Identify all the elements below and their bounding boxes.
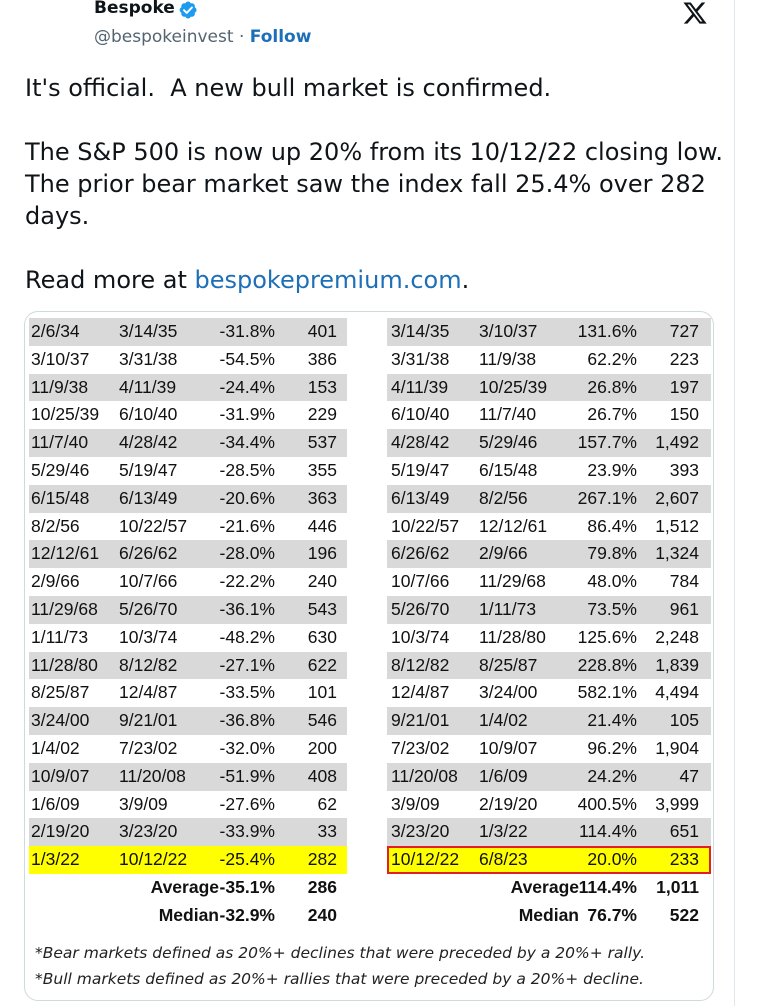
bear-market-row — [29, 318, 347, 346]
read-more-prefix: Read more at — [25, 266, 195, 294]
bear-cell-end: 8/12/82 — [119, 654, 178, 675]
bear-cell-start: 1/6/09 — [31, 793, 80, 814]
bear-cell-end: 6/26/62 — [119, 543, 178, 564]
bear-cell-start: 1/3/22 — [31, 849, 80, 870]
bull-cell-change: 86.4% — [587, 515, 637, 536]
bear-cell-start: 2/9/66 — [31, 571, 80, 592]
bull-cell-end: 8/2/56 — [479, 487, 528, 508]
bear-market-row — [29, 791, 347, 819]
bear-cell-days: 240 — [307, 571, 337, 592]
bull-median-label: Median — [518, 904, 579, 925]
bear-cell-end: 10/3/74 — [119, 626, 178, 647]
bull-market-row — [387, 763, 711, 791]
bull-cell-change: 582.1% — [577, 682, 637, 703]
bear-cell-end: 12/4/87 — [119, 682, 178, 703]
bull-cell-change: 125.6% — [577, 626, 637, 647]
bear-cell-change: -20.6% — [219, 487, 275, 508]
bull-cell-change: 157.7% — [577, 432, 637, 453]
bear-average-label: Average — [150, 876, 219, 897]
bull-cell-days: 784 — [669, 571, 699, 592]
bull-cell-start: 4/11/39 — [391, 376, 449, 397]
bull-cell-end: 6/15/48 — [479, 459, 538, 480]
bull-cell-change: 23.9% — [587, 459, 637, 480]
bear-cell-change: -34.4% — [219, 432, 275, 453]
bull-cell-start: 11/20/08 — [391, 765, 458, 786]
bear-cell-end: 11/20/08 — [119, 765, 186, 786]
bear-cell-start: 11/29/68 — [31, 598, 98, 619]
bear-cell-days: 546 — [307, 710, 337, 731]
bear-cell-start: 11/9/38 — [31, 376, 89, 397]
bull-cell-start: 10/22/57 — [391, 515, 460, 536]
bull-cell-start: 3/14/35 — [391, 321, 450, 341]
bear-median-days: 240 — [307, 904, 337, 925]
bull-cell-days: 4,494 — [655, 682, 699, 703]
bull-cell-change: 26.7% — [587, 404, 637, 425]
handle-separator: · — [233, 27, 250, 47]
bear-market-row — [29, 457, 347, 485]
bear-cell-start: 8/2/56 — [31, 515, 80, 536]
bear-cell-start: 6/15/48 — [31, 487, 90, 508]
bull-market-row — [387, 485, 711, 513]
bear-market-row — [29, 735, 347, 763]
bear-cell-change: -36.1% — [219, 598, 275, 619]
bull-cell-change: 21.4% — [587, 710, 637, 731]
bear-cell-start: 1/4/02 — [31, 737, 80, 758]
bull-market-row — [387, 791, 711, 819]
bull-cell-end: 12/12/61 — [479, 515, 548, 536]
bull-market-row — [387, 818, 711, 846]
bull-cell-days: 223 — [669, 348, 699, 369]
bull-cell-start: 3/23/20 — [391, 821, 450, 842]
tweet-line-2: The S&P 500 is now up 20% from its 10/12/22 closing low. The prior bear market saw the index fall 25.4% over 282 days. — [25, 138, 731, 230]
bull-market-row — [387, 568, 711, 596]
bull-median-change: 76.7% — [587, 904, 637, 925]
bear-market-row — [29, 624, 347, 652]
author-handle[interactable]: @bespokeinvest — [94, 27, 234, 47]
bull-market-row — [387, 652, 711, 680]
cropped-row-remnant — [29, 311, 347, 318]
bear-cell-start: 12/12/61 — [31, 543, 100, 564]
bear-cell-days: 630 — [307, 626, 337, 647]
bull-cell-end: 10/25/39 — [479, 376, 548, 397]
bear-cell-start: 2/19/20 — [31, 821, 90, 842]
bear-cell-end: 4/11/39 — [119, 376, 177, 397]
bull-cell-end: 11/7/40 — [479, 404, 537, 425]
bear-market-row — [29, 429, 347, 457]
bull-cell-days: 233 — [669, 849, 699, 870]
bear-cell-change: -28.5% — [219, 459, 275, 480]
bear-cell-start: 5/29/46 — [31, 459, 90, 480]
bear-cell-days: 355 — [307, 459, 337, 480]
bear-cell-change: -32.0% — [219, 737, 275, 758]
bull-cell-start: 7/23/02 — [391, 737, 450, 758]
bear-average-days: 286 — [307, 876, 337, 897]
bear-market-row — [29, 374, 347, 402]
bear-cell-days: 537 — [307, 432, 337, 453]
bull-cell-end: 5/29/46 — [479, 432, 538, 453]
bear-market-row — [29, 401, 347, 429]
bull-cell-start: 6/10/40 — [391, 404, 450, 425]
bull-cell-start: 3/31/38 — [391, 348, 450, 369]
read-more-suffix: . — [461, 266, 470, 294]
bear-cell-start: 8/25/87 — [31, 682, 90, 703]
bear-cell-end: 10/12/22 — [119, 849, 188, 870]
bear-cell-change: -27.1% — [219, 654, 275, 675]
bear-cell-change: -48.2% — [219, 626, 275, 647]
bear-cell-end: 3/31/38 — [119, 348, 178, 369]
bull-market-row — [387, 596, 711, 624]
bull-cell-end: 1/6/09 — [479, 765, 528, 786]
bear-cell-change: -27.6% — [219, 793, 275, 814]
bull-market-row — [387, 374, 711, 402]
bear-average-row — [29, 874, 347, 902]
bull-market-row — [387, 346, 711, 374]
bear-market-row — [29, 679, 347, 707]
bear-cell-end: 6/10/40 — [119, 404, 178, 425]
bull-cell-end: 11/28/80 — [479, 626, 546, 647]
bull-cell-days: 2,607 — [655, 487, 699, 508]
follow-button[interactable]: Follow — [249, 27, 312, 47]
bear-cell-change: -51.9% — [219, 765, 275, 786]
bull-market-row — [387, 735, 711, 763]
bespoke-link[interactable]: bespokepremium.com — [194, 266, 462, 294]
bull-cell-start: 5/19/47 — [391, 459, 450, 480]
bull-cell-days: 651 — [669, 821, 699, 842]
bear-market-row — [29, 596, 347, 624]
table-image[interactable] — [24, 311, 714, 1001]
bull-cell-end: 1/11/73 — [479, 598, 537, 619]
bear-market-row — [29, 346, 347, 374]
bear-cell-days: 101 — [307, 682, 337, 703]
bull-cell-end: 1/3/22 — [479, 821, 528, 842]
bear-cell-change: -31.8% — [219, 321, 275, 341]
bull-average-row — [387, 874, 711, 902]
bull-market-row — [387, 679, 711, 707]
bear-cell-days: 153 — [307, 376, 337, 397]
bull-cell-change: 48.0% — [587, 571, 637, 592]
bear-cell-days: 446 — [307, 515, 337, 536]
bull-market-row — [387, 513, 711, 541]
bear-cell-change: -31.9% — [219, 404, 275, 425]
bull-market-row — [387, 457, 711, 485]
bear-average-change: -35.1% — [219, 876, 275, 897]
bull-cell-change: 62.2% — [587, 348, 637, 369]
bull-cell-start: 6/13/49 — [391, 487, 450, 508]
bear-cell-days: 408 — [307, 765, 337, 786]
bear-cell-start: 3/10/37 — [31, 348, 90, 369]
bull-cell-change: 267.1% — [577, 487, 637, 508]
bull-cell-days: 3,999 — [655, 793, 699, 814]
bull-cell-start: 5/26/70 — [391, 598, 450, 619]
bull-market-row — [387, 540, 711, 568]
tweet-read-more — [25, 264, 725, 296]
bear-cell-days: 386 — [307, 348, 337, 369]
bear-cell-end: 6/13/49 — [119, 487, 178, 508]
bear-cell-days: 229 — [307, 404, 337, 425]
author-handle-line — [94, 27, 311, 47]
bull-cell-days: 47 — [679, 765, 699, 786]
bear-cell-days: 282 — [307, 849, 337, 870]
bull-cell-start: 6/26/62 — [391, 543, 450, 564]
table-footnotes — [35, 940, 645, 992]
bull-cell-days: 1,904 — [655, 737, 699, 758]
bear-cell-end: 3/23/20 — [119, 821, 178, 842]
bear-cell-change: -21.6% — [219, 515, 275, 536]
bear-cell-days: 200 — [307, 737, 337, 758]
bull-cell-end: 10/9/07 — [479, 737, 538, 758]
bull-cell-change: 79.8% — [587, 543, 637, 564]
bear-market-row — [29, 568, 347, 596]
bull-cell-end: 6/8/23 — [479, 849, 528, 870]
bull-cell-days: 1,492 — [655, 432, 699, 453]
bear-cell-change: -36.8% — [219, 710, 275, 731]
bear-median-change: -32.9% — [219, 904, 275, 925]
bear-cell-days: 622 — [307, 654, 337, 675]
tweet-line-1: It's official. A new bull market is confirmed. — [25, 74, 552, 102]
bull-cell-change: 73.5% — [587, 598, 637, 619]
bear-cell-days: 363 — [307, 487, 337, 508]
bear-cell-days: 33 — [317, 821, 337, 842]
bull-cell-change: 228.8% — [577, 654, 637, 675]
author-name[interactable]: Bespoke — [94, 0, 175, 18]
bull-cell-start: 9/21/01 — [391, 710, 450, 731]
bear-cell-change: -25.4% — [219, 849, 275, 870]
bear-cell-end: 10/7/66 — [119, 571, 178, 592]
bull-cell-start: 4/28/42 — [391, 432, 450, 453]
bull-cell-start: 12/4/87 — [391, 682, 450, 703]
footnote-bear: *Bear markets defined as 20%+ declines that were preceded by a 20%+ rally. — [35, 944, 646, 962]
bull-cell-change: 20.0% — [587, 849, 637, 870]
bear-cell-start: 11/7/40 — [31, 432, 89, 453]
bear-cell-change: -22.2% — [219, 571, 275, 592]
bull-cell-days: 2,248 — [655, 626, 699, 647]
bull-cell-change: 24.2% — [587, 765, 637, 786]
bull-median-days: 522 — [669, 904, 699, 925]
footnote-bull: *Bull markets defined as 20%+ rallies that were preceded by a 20%+ decline. — [35, 970, 644, 988]
bear-market-table — [29, 318, 347, 930]
bull-cell-end: 8/25/87 — [479, 654, 538, 675]
bull-market-table — [387, 318, 711, 930]
tweet-text — [25, 72, 731, 296]
bear-market-row — [29, 818, 347, 846]
bull-cell-change: 400.5% — [577, 793, 637, 814]
bull-cell-end: 1/4/02 — [479, 710, 528, 731]
bear-median-row — [29, 902, 347, 930]
bull-cell-end: 11/9/38 — [479, 348, 537, 369]
bear-cell-change: -54.5% — [219, 348, 275, 369]
bull-cell-days: 197 — [669, 376, 699, 397]
bull-cell-days: 1,512 — [655, 515, 699, 536]
bear-cell-days: 62 — [317, 793, 337, 814]
bull-cell-end: 3/10/37 — [479, 321, 538, 341]
bull-cell-start: 10/3/74 — [391, 626, 450, 647]
bear-cell-end: 3/14/35 — [119, 321, 178, 341]
bull-market-row — [387, 429, 711, 457]
bear-cell-change: -33.5% — [219, 682, 275, 703]
bull-cell-end: 2/19/20 — [479, 793, 538, 814]
bear-cell-change: -24.4% — [219, 376, 275, 397]
bull-cell-days: 1,324 — [655, 543, 699, 564]
bear-cell-end: 5/19/47 — [119, 459, 178, 480]
bear-cell-end: 4/28/42 — [119, 432, 178, 453]
bull-cell-days: 1,839 — [655, 654, 699, 675]
bull-cell-start: 10/7/66 — [391, 571, 450, 592]
bull-average-label: Average — [510, 876, 579, 897]
bull-average-change: 114.4% — [578, 876, 637, 897]
bull-cell-change: 131.6% — [577, 321, 637, 341]
bear-cell-end: 3/9/09 — [119, 793, 168, 814]
bull-cell-days: 105 — [669, 710, 699, 731]
bull-cell-end: 2/9/66 — [479, 543, 528, 564]
bear-market-row — [29, 763, 347, 791]
bear-cell-start: 11/28/80 — [31, 654, 98, 675]
bear-market-row — [29, 485, 347, 513]
bull-cell-end: 3/24/00 — [479, 682, 538, 703]
bear-cell-change: -28.0% — [219, 543, 275, 564]
bear-cell-days: 401 — [307, 321, 337, 341]
bear-cell-change: -33.9% — [219, 821, 275, 842]
cropped-row-remnant — [387, 311, 711, 318]
bull-cell-end: 11/29/68 — [479, 571, 546, 592]
bear-cell-end: 7/23/02 — [119, 737, 178, 758]
bull-market-row — [387, 401, 711, 429]
bear-market-row — [29, 540, 347, 568]
bear-cell-start: 10/9/07 — [31, 765, 90, 786]
bear-cell-days: 196 — [307, 543, 337, 564]
bear-cell-end: 10/22/57 — [119, 515, 188, 536]
bear-cell-end: 5/26/70 — [119, 598, 178, 619]
bear-cell-start: 2/6/34 — [31, 321, 80, 341]
bear-median-label: Median — [158, 904, 219, 925]
bull-cell-days: 150 — [669, 404, 699, 425]
bear-market-row-current — [29, 846, 347, 874]
bull-cell-start: 8/12/82 — [391, 654, 450, 675]
bear-market-row — [29, 513, 347, 541]
bull-average-days: 1,011 — [656, 876, 699, 897]
bull-market-row — [387, 624, 711, 652]
bull-cell-days: 393 — [669, 459, 699, 480]
bull-market-row-current — [387, 846, 711, 874]
bull-median-row — [387, 902, 711, 930]
bull-cell-change: 114.4% — [578, 821, 637, 842]
bull-cell-change: 96.2% — [587, 737, 637, 758]
bull-cell-days: 961 — [669, 598, 699, 619]
verified-badge-icon — [178, 0, 198, 20]
bear-market-row — [29, 707, 347, 735]
bull-market-row — [387, 318, 711, 346]
bear-market-row — [29, 652, 347, 680]
bull-cell-start: 10/12/22 — [391, 849, 460, 870]
x-logo-icon[interactable] — [678, 0, 712, 26]
bull-cell-days: 727 — [669, 321, 699, 341]
bull-market-row — [387, 707, 711, 735]
bull-cell-change: 26.8% — [587, 376, 637, 397]
bear-cell-days: 543 — [307, 598, 337, 619]
bear-cell-start: 1/11/73 — [31, 626, 89, 647]
bull-cell-start: 3/9/09 — [391, 793, 440, 814]
bear-cell-start: 3/24/00 — [31, 710, 90, 731]
bear-cell-start: 10/25/39 — [31, 404, 100, 425]
bear-cell-end: 9/21/01 — [119, 710, 178, 731]
